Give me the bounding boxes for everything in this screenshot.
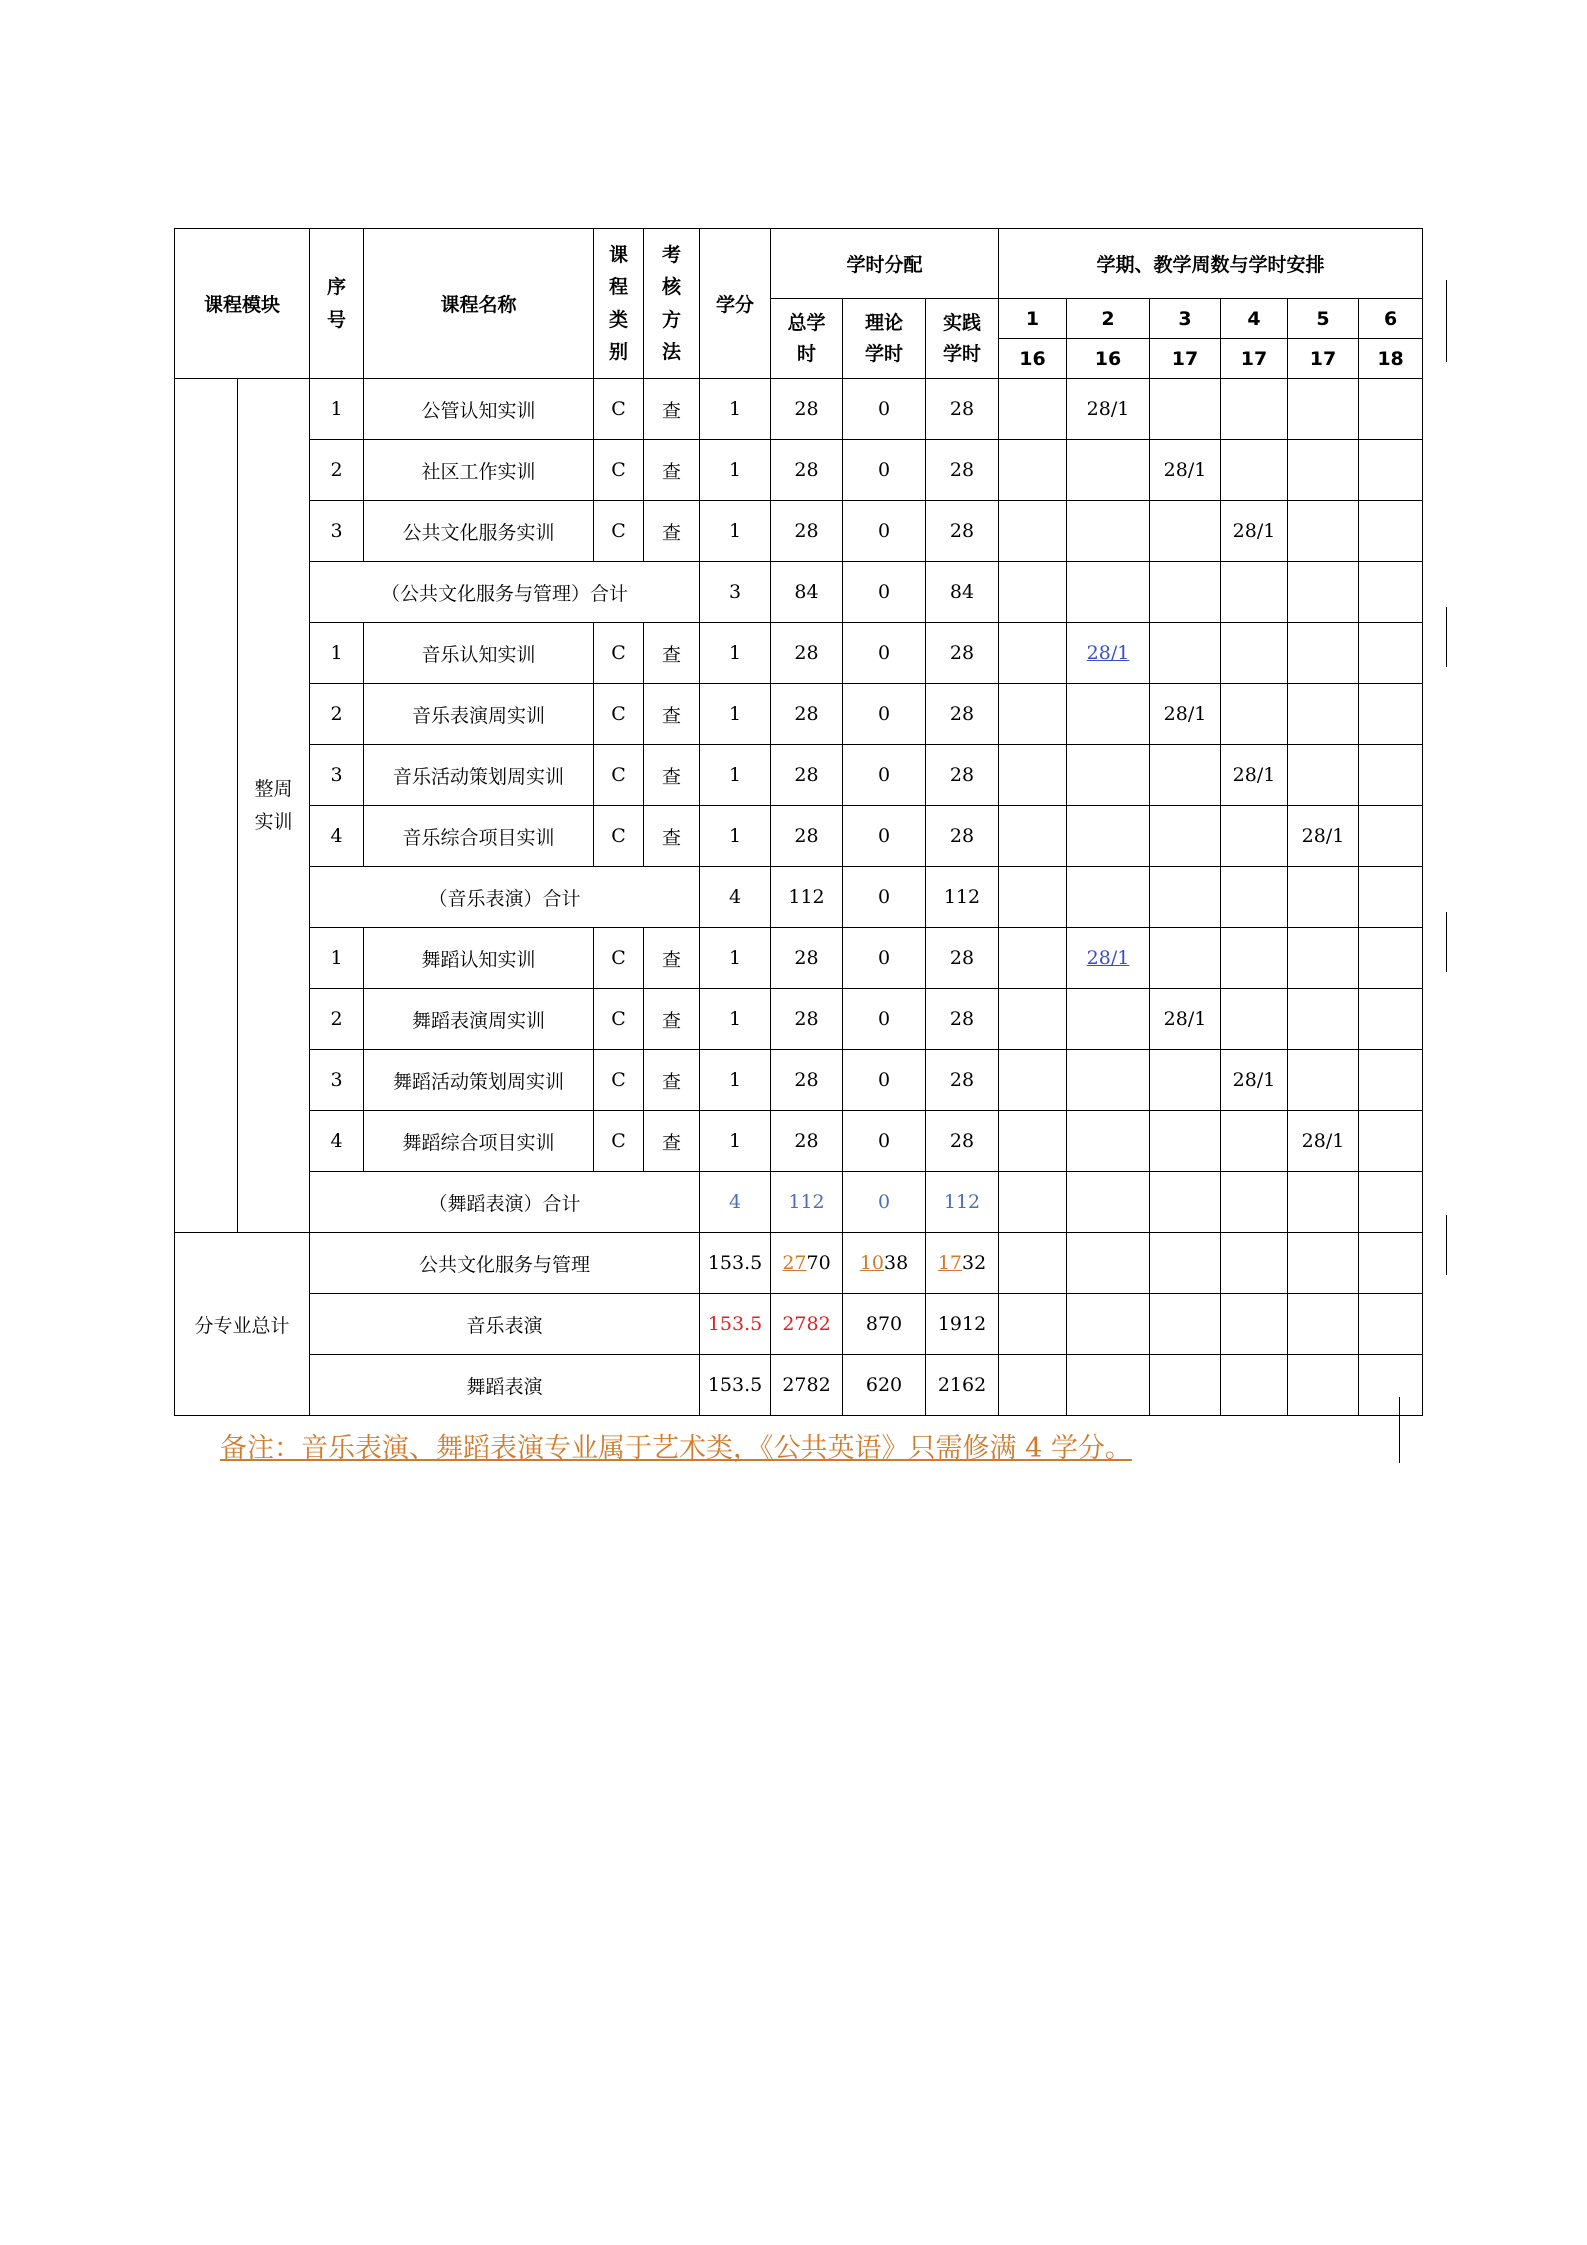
- theory-cell: 0: [843, 562, 926, 623]
- total-cell: 2782: [771, 1355, 843, 1416]
- header-semester: 6: [1359, 299, 1423, 339]
- sem-cell: [1288, 1355, 1359, 1416]
- credit-cell: 153.5: [700, 1233, 771, 1294]
- theory-cell: 0: [843, 1172, 926, 1233]
- sem-cell: [1150, 928, 1221, 989]
- total-row: [175, 1294, 1423, 1355]
- sem-cell: [1221, 379, 1288, 440]
- sem-cell: [999, 379, 1067, 440]
- total-row: [175, 1233, 1423, 1294]
- theory-cell: 620: [843, 1355, 926, 1416]
- course-name: 音乐认知实训: [364, 623, 594, 684]
- exam-cell: 查: [644, 1111, 700, 1172]
- sem-cell: [999, 745, 1067, 806]
- credit-cell: 1: [700, 928, 771, 989]
- header-weeks: 18: [1359, 339, 1423, 379]
- header-semester: 2: [1067, 299, 1150, 339]
- subtotal-label: （舞蹈表演）合计: [310, 1172, 700, 1233]
- credit-cell: 1: [700, 623, 771, 684]
- sem-cell: [999, 928, 1067, 989]
- sem-cell: [1150, 562, 1221, 623]
- theory-cell: 0: [843, 989, 926, 1050]
- sem-cell: [1288, 562, 1359, 623]
- type-cell: C: [594, 440, 644, 501]
- total-cell: 2770: [771, 1233, 843, 1294]
- type-cell: C: [594, 989, 644, 1050]
- course-name: 公共文化服务实训: [364, 501, 594, 562]
- header-semester-group: 学期、教学周数与学时安排: [999, 229, 1423, 299]
- theory-cell: 0: [843, 379, 926, 440]
- sem-cell: [1221, 989, 1288, 1050]
- practice-cell: 28: [926, 623, 999, 684]
- sem-cell: [1288, 440, 1359, 501]
- sem-cell: [1067, 1355, 1150, 1416]
- change-bar: [1446, 280, 1447, 362]
- sem-cell: [1359, 745, 1423, 806]
- credit-cell: 1: [700, 806, 771, 867]
- sem-cell: 28/1: [1150, 989, 1221, 1050]
- sem-cell: [1359, 806, 1423, 867]
- sem-cell: [1359, 684, 1423, 745]
- header-weeks: 17: [1150, 339, 1221, 379]
- sem-cell: [1221, 867, 1288, 928]
- sem-cell: [1221, 1111, 1288, 1172]
- seq-cell: 1: [310, 623, 364, 684]
- seq-cell: 2: [310, 989, 364, 1050]
- sem-cell: [1359, 1111, 1423, 1172]
- exam-cell: 查: [644, 989, 700, 1050]
- total-cell: 28: [771, 745, 843, 806]
- practice-cell: 84: [926, 562, 999, 623]
- sem-cell: [1150, 1355, 1221, 1416]
- sem-cell: [1288, 1050, 1359, 1111]
- sem-cell: [1359, 501, 1423, 562]
- sem-cell: [1067, 867, 1150, 928]
- sem-cell: [999, 623, 1067, 684]
- exam-cell: 查: [644, 684, 700, 745]
- type-cell: C: [594, 1050, 644, 1111]
- sem-cell: 28/1: [1288, 806, 1359, 867]
- practice-cell: 28: [926, 684, 999, 745]
- header-semester: 4: [1221, 299, 1288, 339]
- change-bar: [1446, 912, 1447, 972]
- sem-cell: [1150, 1111, 1221, 1172]
- total-cell: 28: [771, 1111, 843, 1172]
- sem-cell: [1067, 1294, 1150, 1355]
- course-name: 音乐综合项目实训: [364, 806, 594, 867]
- sem-cell: 28/1: [1067, 379, 1150, 440]
- theory-cell: 0: [843, 806, 926, 867]
- theory-cell: 0: [843, 867, 926, 928]
- credit-cell: 153.5: [700, 1294, 771, 1355]
- sem-cell: [999, 989, 1067, 1050]
- sem-cell: 28/1: [1150, 684, 1221, 745]
- sem-link[interactable]: 28/1: [1086, 947, 1130, 969]
- credit-cell: 1: [700, 440, 771, 501]
- course-name: 舞蹈表演周实训: [364, 989, 594, 1050]
- type-cell: C: [594, 379, 644, 440]
- sem-cell: [1067, 1172, 1150, 1233]
- sem-cell: [1221, 562, 1288, 623]
- sem-cell: [1067, 745, 1150, 806]
- sem-cell: [1067, 440, 1150, 501]
- header-weeks: 16: [1067, 339, 1150, 379]
- credit-cell: 1: [700, 684, 771, 745]
- sem-cell: [1221, 684, 1288, 745]
- change-bar: [1399, 1397, 1400, 1463]
- sem-cell: 28/1: [1288, 1111, 1359, 1172]
- sem-cell: [999, 1050, 1067, 1111]
- sem-cell: [1359, 623, 1423, 684]
- table-row: [175, 379, 1423, 440]
- header-weeks: 17: [1288, 339, 1359, 379]
- theory-cell: 0: [843, 745, 926, 806]
- sem-cell: [1067, 1233, 1150, 1294]
- sem-cell: [1150, 867, 1221, 928]
- sem-cell: [1359, 1294, 1423, 1355]
- practice-cell: 28: [926, 745, 999, 806]
- sem-cell: [1150, 1172, 1221, 1233]
- table-row: [175, 684, 1423, 745]
- theory-cell: 0: [843, 1050, 926, 1111]
- sem-cell: [999, 867, 1067, 928]
- sem-cell: [1359, 928, 1423, 989]
- type-cell: C: [594, 745, 644, 806]
- course-name: 公管认知实训: [364, 379, 594, 440]
- table-row: [175, 989, 1423, 1050]
- practice-cell: 1732: [926, 1233, 999, 1294]
- sem-cell: [1288, 379, 1359, 440]
- credit-cell: 3: [700, 562, 771, 623]
- total-cell: 112: [771, 1172, 843, 1233]
- sem-cell: [999, 440, 1067, 501]
- type-cell: C: [594, 623, 644, 684]
- totals-label: 分专业总计: [175, 1233, 310, 1416]
- sem-cell: [999, 1233, 1067, 1294]
- total-cell: 28: [771, 989, 843, 1050]
- course-name: 舞蹈综合项目实训: [364, 1111, 594, 1172]
- credit-cell: 4: [700, 1172, 771, 1233]
- sem-cell: [999, 501, 1067, 562]
- sem-cell: 28/1: [1221, 501, 1288, 562]
- sem-cell: [1359, 379, 1423, 440]
- sem-cell: [1221, 1172, 1288, 1233]
- practice-cell: 28: [926, 1111, 999, 1172]
- header-credit: 学分: [700, 229, 771, 379]
- total-row: [175, 1355, 1423, 1416]
- module-name: 整周实训: [238, 379, 310, 1233]
- sem-cell: [1288, 1233, 1359, 1294]
- credit-cell: 1: [700, 745, 771, 806]
- theory-cell: 0: [843, 440, 926, 501]
- sem-cell: [1067, 1050, 1150, 1111]
- credit-cell: 153.5: [700, 1355, 771, 1416]
- table-row: [175, 928, 1423, 989]
- sem-cell: [1150, 623, 1221, 684]
- sem-cell: [1359, 1050, 1423, 1111]
- sem-cell: [999, 806, 1067, 867]
- sem-cell: 28/1: [1221, 1050, 1288, 1111]
- exam-cell: 查: [644, 745, 700, 806]
- sem-cell: [1288, 623, 1359, 684]
- sem-cell: [1288, 928, 1359, 989]
- sem-cell: [1067, 623, 1150, 684]
- sem-cell: [1221, 928, 1288, 989]
- sem-cell: [999, 684, 1067, 745]
- sem-cell: 28/1: [1221, 745, 1288, 806]
- sem-cell: 28/1: [1150, 440, 1221, 501]
- exam-cell: 查: [644, 806, 700, 867]
- type-cell: C: [594, 1111, 644, 1172]
- exam-cell: 查: [644, 440, 700, 501]
- major-name: 舞蹈表演: [310, 1355, 700, 1416]
- subtotal-row: [175, 562, 1423, 623]
- subtotal-label: （公共文化服务与管理）合计: [310, 562, 700, 623]
- major-name: 公共文化服务与管理: [310, 1233, 700, 1294]
- sem-cell: [1067, 501, 1150, 562]
- header-hours-group: 学时分配: [771, 229, 999, 299]
- type-cell: C: [594, 806, 644, 867]
- header-module: 课程模块: [175, 229, 310, 379]
- sem-cell: [1288, 989, 1359, 1050]
- header-exam: 考核方法: [644, 229, 700, 379]
- header-weeks: 16: [999, 339, 1067, 379]
- sem-cell: [999, 1294, 1067, 1355]
- sem-cell: [1221, 440, 1288, 501]
- sem-cell: [1359, 867, 1423, 928]
- sem-cell: [1067, 1111, 1150, 1172]
- course-name: 音乐活动策划周实训: [364, 745, 594, 806]
- table-row: [175, 623, 1423, 684]
- header-semester: 5: [1288, 299, 1359, 339]
- seq-cell: 2: [310, 440, 364, 501]
- total-cell: 28: [771, 684, 843, 745]
- credit-cell: 1: [700, 501, 771, 562]
- sem-cell: [999, 1111, 1067, 1172]
- theory-cell: 0: [843, 1111, 926, 1172]
- header-semester: 1: [999, 299, 1067, 339]
- practice-cell: 28: [926, 501, 999, 562]
- exam-cell: 查: [644, 501, 700, 562]
- sem-cell: [1221, 1294, 1288, 1355]
- type-cell: C: [594, 928, 644, 989]
- total-cell: 28: [771, 806, 843, 867]
- header-practice-hours: 实践学时: [926, 299, 999, 379]
- header-name: 课程名称: [364, 229, 594, 379]
- table-row: [175, 1050, 1423, 1111]
- table-row: [175, 745, 1423, 806]
- exam-cell: 查: [644, 928, 700, 989]
- sem-cell: [999, 1172, 1067, 1233]
- type-cell: C: [594, 501, 644, 562]
- sem-cell: [1288, 867, 1359, 928]
- total-cell: 84: [771, 562, 843, 623]
- theory-cell: 0: [843, 623, 926, 684]
- sem-cell: [1359, 989, 1423, 1050]
- seq-cell: 4: [310, 806, 364, 867]
- exam-cell: 查: [644, 379, 700, 440]
- practice-cell: 112: [926, 867, 999, 928]
- total-cell: 28: [771, 379, 843, 440]
- sem-cell: [1150, 806, 1221, 867]
- course-name: 社区工作实训: [364, 440, 594, 501]
- subtotal-row: [175, 1172, 1423, 1233]
- sem-cell: [1359, 1233, 1423, 1294]
- sem-cell: [999, 1355, 1067, 1416]
- practice-cell: 2162: [926, 1355, 999, 1416]
- type-cell: C: [594, 684, 644, 745]
- subtotal-label: （音乐表演）合计: [310, 867, 700, 928]
- total-cell: 28: [771, 440, 843, 501]
- change-bar: [1446, 1215, 1447, 1275]
- sem-cell: [1288, 1172, 1359, 1233]
- seq-cell: 3: [310, 745, 364, 806]
- sem-cell: [1221, 806, 1288, 867]
- course-name: 舞蹈认知实训: [364, 928, 594, 989]
- sem-cell: [1359, 440, 1423, 501]
- sem-cell: [1359, 1172, 1423, 1233]
- course-name: 音乐表演周实训: [364, 684, 594, 745]
- practice-cell: 1912: [926, 1294, 999, 1355]
- exam-cell: 查: [644, 1050, 700, 1111]
- sem-link[interactable]: 28/1: [1086, 642, 1130, 664]
- practice-cell: 28: [926, 379, 999, 440]
- credit-cell: 1: [700, 379, 771, 440]
- header-weeks: 17: [1221, 339, 1288, 379]
- course-name: 舞蹈活动策划周实训: [364, 1050, 594, 1111]
- theory-cell: 0: [843, 501, 926, 562]
- sem-cell: [1150, 745, 1221, 806]
- practice-cell: 112: [926, 1172, 999, 1233]
- seq-cell: 3: [310, 1050, 364, 1111]
- practice-cell: 28: [926, 989, 999, 1050]
- sem-cell: [1150, 1233, 1221, 1294]
- sem-cell: [1067, 562, 1150, 623]
- header-total-hours: 总学时: [771, 299, 843, 379]
- sem-cell: [1221, 1233, 1288, 1294]
- sem-cell: [1067, 989, 1150, 1050]
- practice-cell: 28: [926, 1050, 999, 1111]
- module-blank-cell: [175, 379, 238, 1233]
- footnote: 备注：音乐表演、舞蹈表演专业属于艺术类，《公共英语》只需修满 4 学分。: [220, 1433, 1132, 1464]
- table-row: [175, 501, 1423, 562]
- course-plan-table: [174, 228, 1423, 1416]
- practice-cell: 28: [926, 806, 999, 867]
- major-name: 音乐表演: [310, 1294, 700, 1355]
- theory-cell: 0: [843, 928, 926, 989]
- sem-cell: [1150, 501, 1221, 562]
- credit-cell: 1: [700, 1050, 771, 1111]
- theory-cell: 0: [843, 684, 926, 745]
- theory-cell: 1038: [843, 1233, 926, 1294]
- header-theory-hours: 理论学时: [843, 299, 926, 379]
- table-row: [175, 806, 1423, 867]
- total-cell: 112: [771, 867, 843, 928]
- header-type: 课程类别: [594, 229, 644, 379]
- table-row: [175, 440, 1423, 501]
- header-semester: 3: [1150, 299, 1221, 339]
- sem-cell: [999, 562, 1067, 623]
- header-seq: 序号: [310, 229, 364, 379]
- sem-cell: [1221, 1355, 1288, 1416]
- change-bar: [1446, 607, 1447, 667]
- sem-cell: [1067, 684, 1150, 745]
- exam-cell: 查: [644, 623, 700, 684]
- subtotal-row: [175, 867, 1423, 928]
- seq-cell: 1: [310, 928, 364, 989]
- sem-cell: [1359, 1355, 1423, 1416]
- sem-cell: [1359, 562, 1423, 623]
- total-cell: 2782: [771, 1294, 843, 1355]
- sem-cell: [1150, 379, 1221, 440]
- sem-cell: [1067, 806, 1150, 867]
- theory-cell: 870: [843, 1294, 926, 1355]
- total-cell: 28: [771, 928, 843, 989]
- sem-cell: [1150, 1050, 1221, 1111]
- seq-cell: 1: [310, 379, 364, 440]
- practice-cell: 28: [926, 440, 999, 501]
- practice-cell: 28: [926, 928, 999, 989]
- seq-cell: 3: [310, 501, 364, 562]
- total-cell: 28: [771, 623, 843, 684]
- sem-cell: [1288, 745, 1359, 806]
- seq-cell: 2: [310, 684, 364, 745]
- sem-cell: [1067, 928, 1150, 989]
- credit-cell: 1: [700, 989, 771, 1050]
- sem-cell: [1221, 623, 1288, 684]
- sem-cell: [1288, 1294, 1359, 1355]
- sem-cell: [1150, 1294, 1221, 1355]
- sem-cell: [1288, 501, 1359, 562]
- table-row: [175, 1111, 1423, 1172]
- sem-cell: [1288, 684, 1359, 745]
- total-cell: 28: [771, 1050, 843, 1111]
- seq-cell: 4: [310, 1111, 364, 1172]
- credit-cell: 1: [700, 1111, 771, 1172]
- total-cell: 28: [771, 501, 843, 562]
- credit-cell: 4: [700, 867, 771, 928]
